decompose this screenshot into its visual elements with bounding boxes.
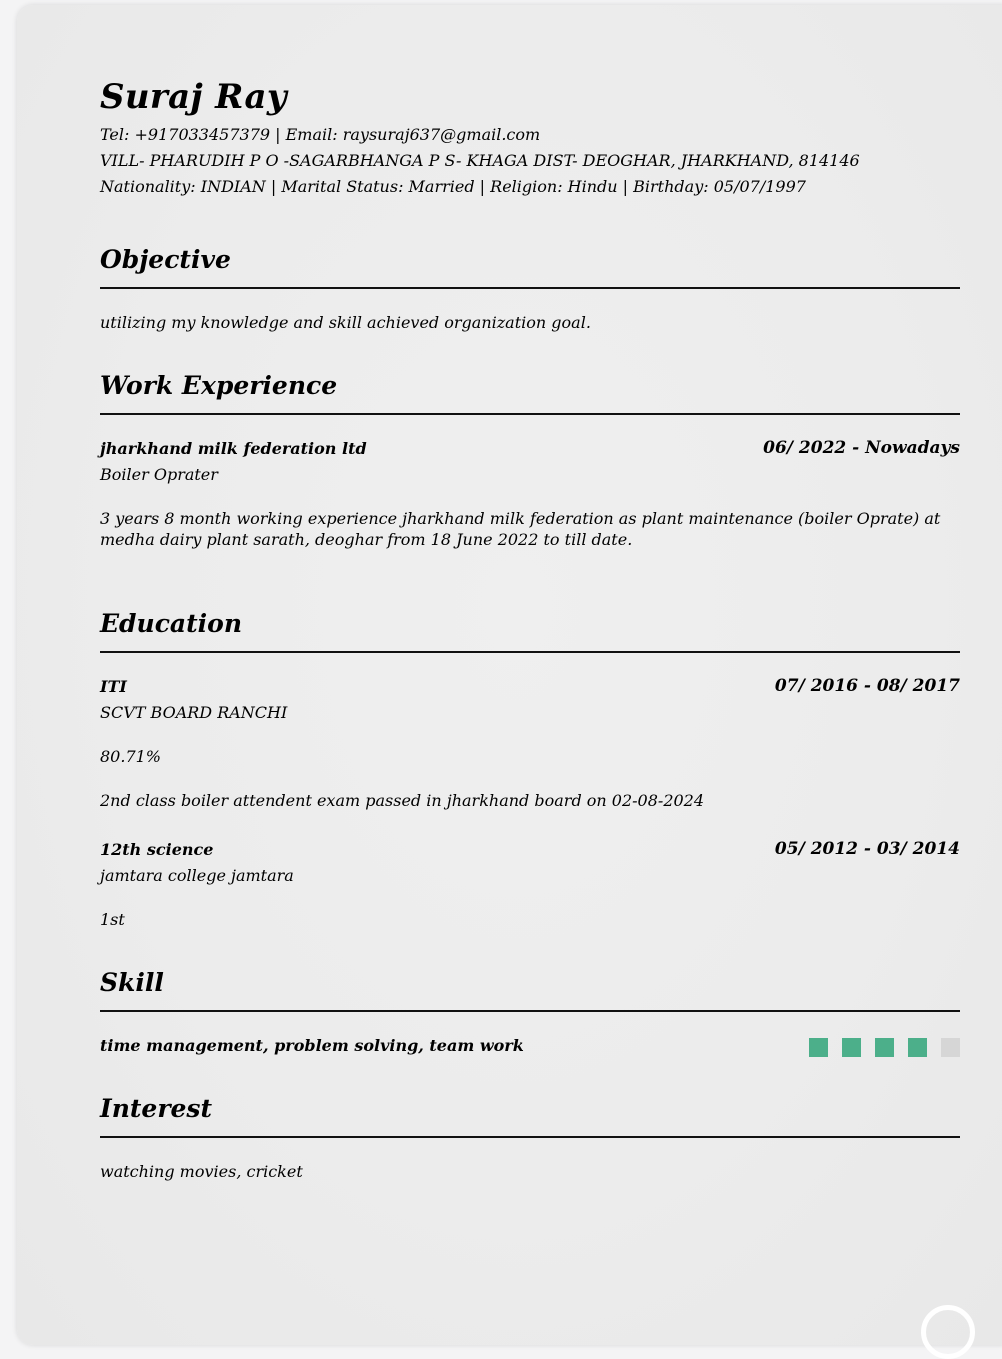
rating-square-filled bbox=[809, 1038, 828, 1057]
personal-details-line: Nationality: INDIAN | Marital Status: Married | Religion: Hindu | Birthday: 05/07/1997 bbox=[100, 177, 806, 196]
skill-heading: Skill bbox=[100, 968, 164, 997]
candidate-name: Suraj Ray bbox=[100, 77, 287, 117]
work-experience-heading: Work Experience bbox=[100, 371, 338, 400]
interest-divider bbox=[100, 1136, 960, 1138]
education-heading: Education bbox=[100, 609, 243, 638]
work-role: Boiler Oprater bbox=[100, 465, 218, 484]
floating-action-button[interactable] bbox=[921, 1305, 975, 1359]
work-company: jharkhand milk federation ltd bbox=[100, 439, 367, 458]
skill-divider bbox=[100, 1010, 960, 1012]
education-dates: 05/ 2012 - 03/ 2014 bbox=[774, 839, 960, 859]
objective-divider bbox=[100, 287, 960, 289]
skill-rating bbox=[809, 1038, 960, 1057]
contact-line: Tel: +917033457379 | Email: raysuraj637@gmail.com bbox=[100, 125, 541, 144]
objective-text: utilizing my knowledge and skill achieved organization goal. bbox=[100, 313, 591, 332]
work-experience-divider bbox=[100, 413, 960, 415]
education-dates: 07/ 2016 - 08/ 2017 bbox=[774, 676, 960, 696]
work-dates: 06/ 2022 - Nowadays bbox=[763, 438, 960, 458]
education-institution: SCVT BOARD RANCHI bbox=[100, 703, 288, 722]
resume-sheet bbox=[17, 5, 1002, 1345]
skill-list: time management, problem solving, team work bbox=[100, 1036, 524, 1055]
rating-square-empty bbox=[941, 1038, 960, 1057]
interest-heading: Interest bbox=[100, 1094, 213, 1123]
address-line: VILL- PHARUDIH P O -SAGARBHANGA P S- KHAGA DIST- DEOGHAR, JHARKHAND, 814146 bbox=[100, 151, 860, 170]
education-grade: 80.71% bbox=[100, 747, 162, 766]
objective-heading: Objective bbox=[100, 245, 231, 274]
work-description: 3 years 8 month working experience jharkhand milk federation as plant maintenance (boiler Oprate) at medha dairy plant sarath, deoghar from 18 June 2022 to till date. bbox=[100, 509, 941, 549]
interest-text: watching movies, cricket bbox=[100, 1162, 303, 1181]
rating-square-filled bbox=[875, 1038, 894, 1057]
education-institution: jamtara college jamtara bbox=[100, 866, 294, 885]
education-divider bbox=[100, 651, 960, 653]
rating-square-filled bbox=[908, 1038, 927, 1057]
education-grade: 1st bbox=[100, 910, 125, 929]
education-degree: ITI bbox=[100, 677, 127, 696]
education-degree: 12th science bbox=[100, 840, 214, 859]
education-note: 2nd class boiler attendent exam passed in jharkhand board on 02-08-2024 bbox=[100, 791, 705, 810]
rating-square-filled bbox=[842, 1038, 861, 1057]
